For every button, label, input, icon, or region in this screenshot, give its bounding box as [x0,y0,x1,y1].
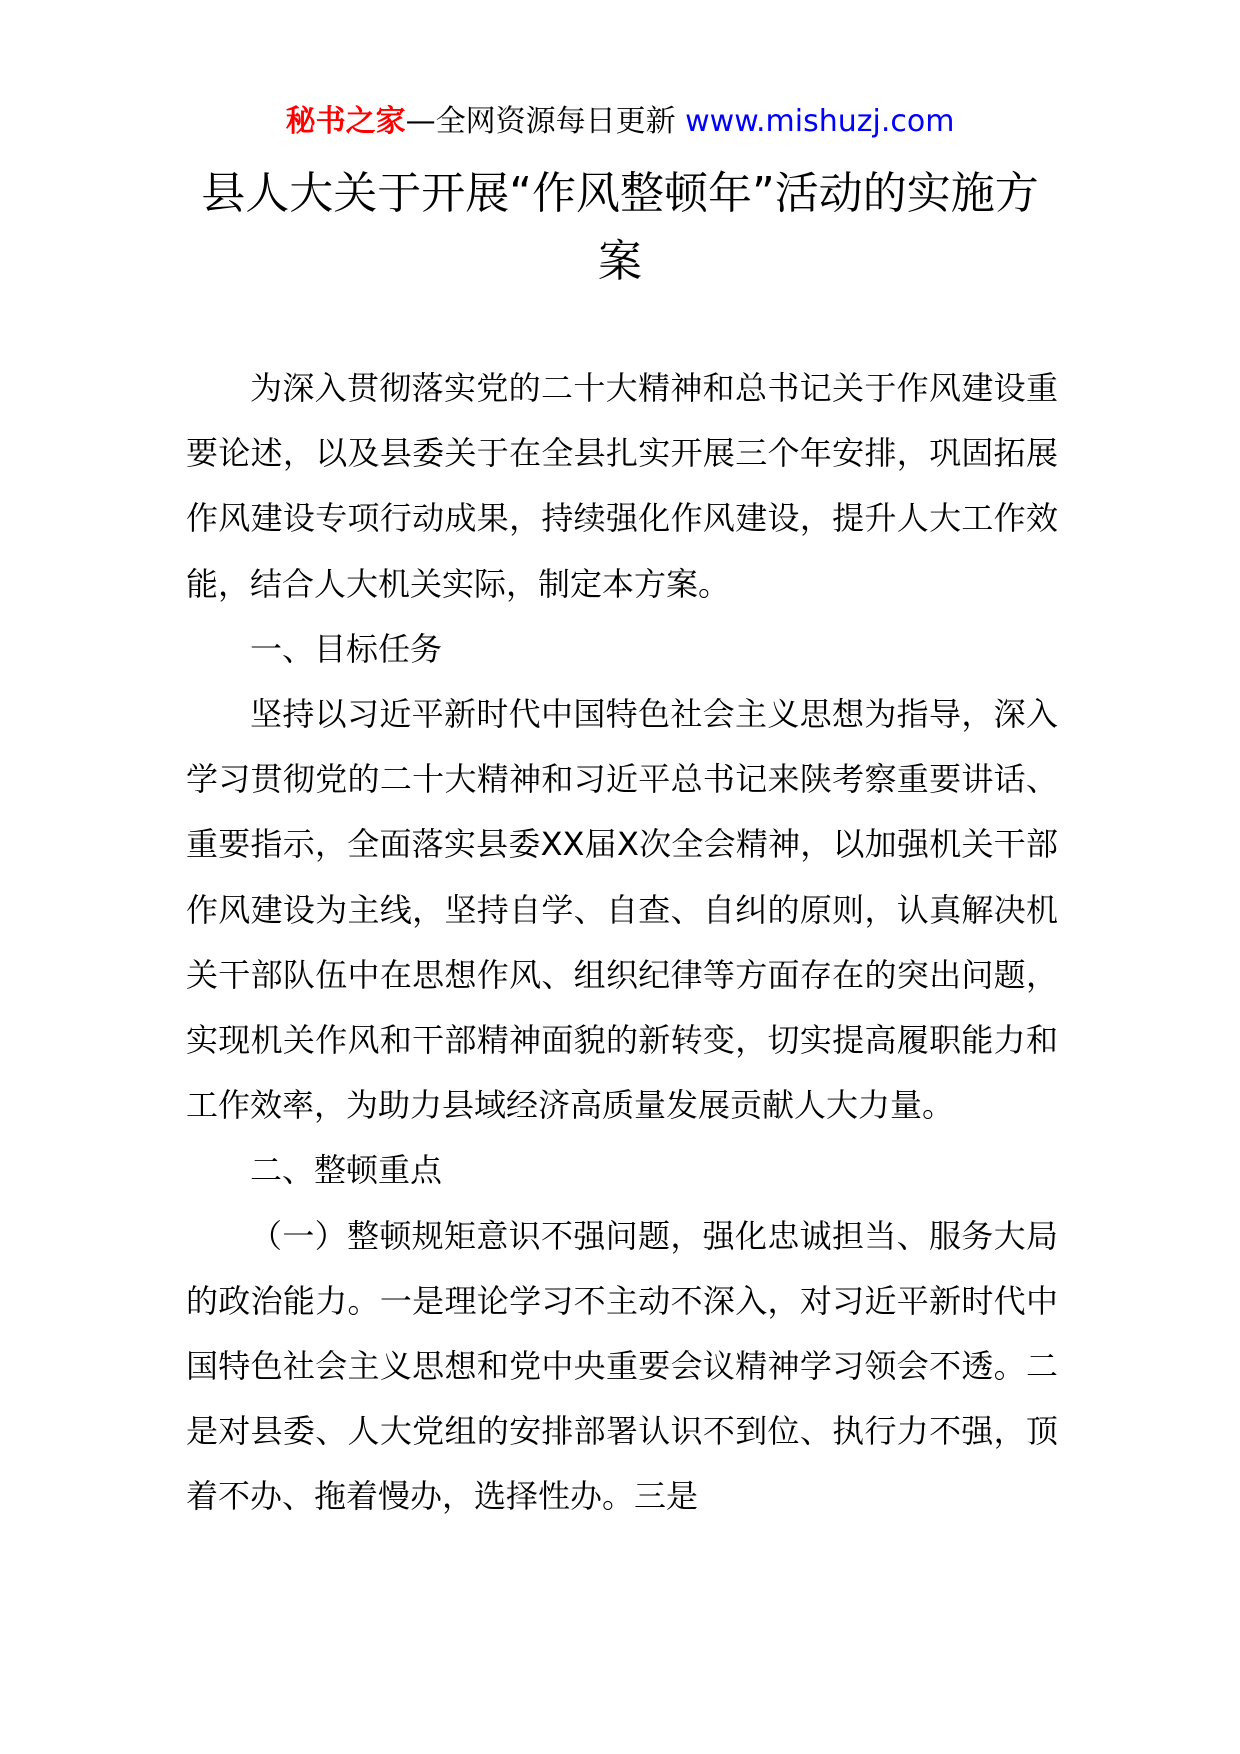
site-brand: 秘书之家 [285,104,406,139]
document-title: 县人大关于开展“作风整顿年”活动的实施方案 [201,168,1039,287]
intro-paragraph: 为深入贯彻落实党的二十大精神和总书记关于作风建设重要论述，以及县委关于在全县扎实开展三个年安排，巩固拓展作风建设专项行动成果，持续强化作风建设，提升人大工作效能，结合人大机关实际，制定本方案。 [186,369,1058,603]
section-heading-goals: 一、目标任务 [250,629,443,668]
goals-paragraph: 坚持以习近平新时代中国特色社会主义思想为指导，深入学习贯彻党的二十大精神和习近平总书记来陕考察重要讲话、重要指示，全面落实县委XX届X次全会精神，以加强机关干部作风建设为主线，坚持自学、自查、自纠的原则，认真解决机关干部队伍中在思想作风、组织纪律等方面存在的突出问题，实现机关作风和干部精神面貌的新转变，切实提高履职能力和工作效率，为助力县域经济高质量发展贡献人大力量。 [186,695,1058,1125]
site-url-link[interactable]: www.mishuzj.com [685,104,955,139]
site-banner [0,100,1240,144]
focus-paragraph-1: （一）整顿规矩意识不强问题，强化忠诚担当、服务大局的政治能力。一是理论学习不主动不深入，对习近平新时代中国特色社会主义思想和党中央重要会议精神学习领会不透。二是对县委、人大党组的安排部署认识不到位、执行力不强，顶着不办、拖着慢办，选择性办。三是 [186,1216,1058,1516]
document-body [186,356,1058,1530]
section-heading-focus: 二、整顿重点 [250,1151,443,1190]
site-tagline: —全网资源每日更新 [405,104,686,139]
